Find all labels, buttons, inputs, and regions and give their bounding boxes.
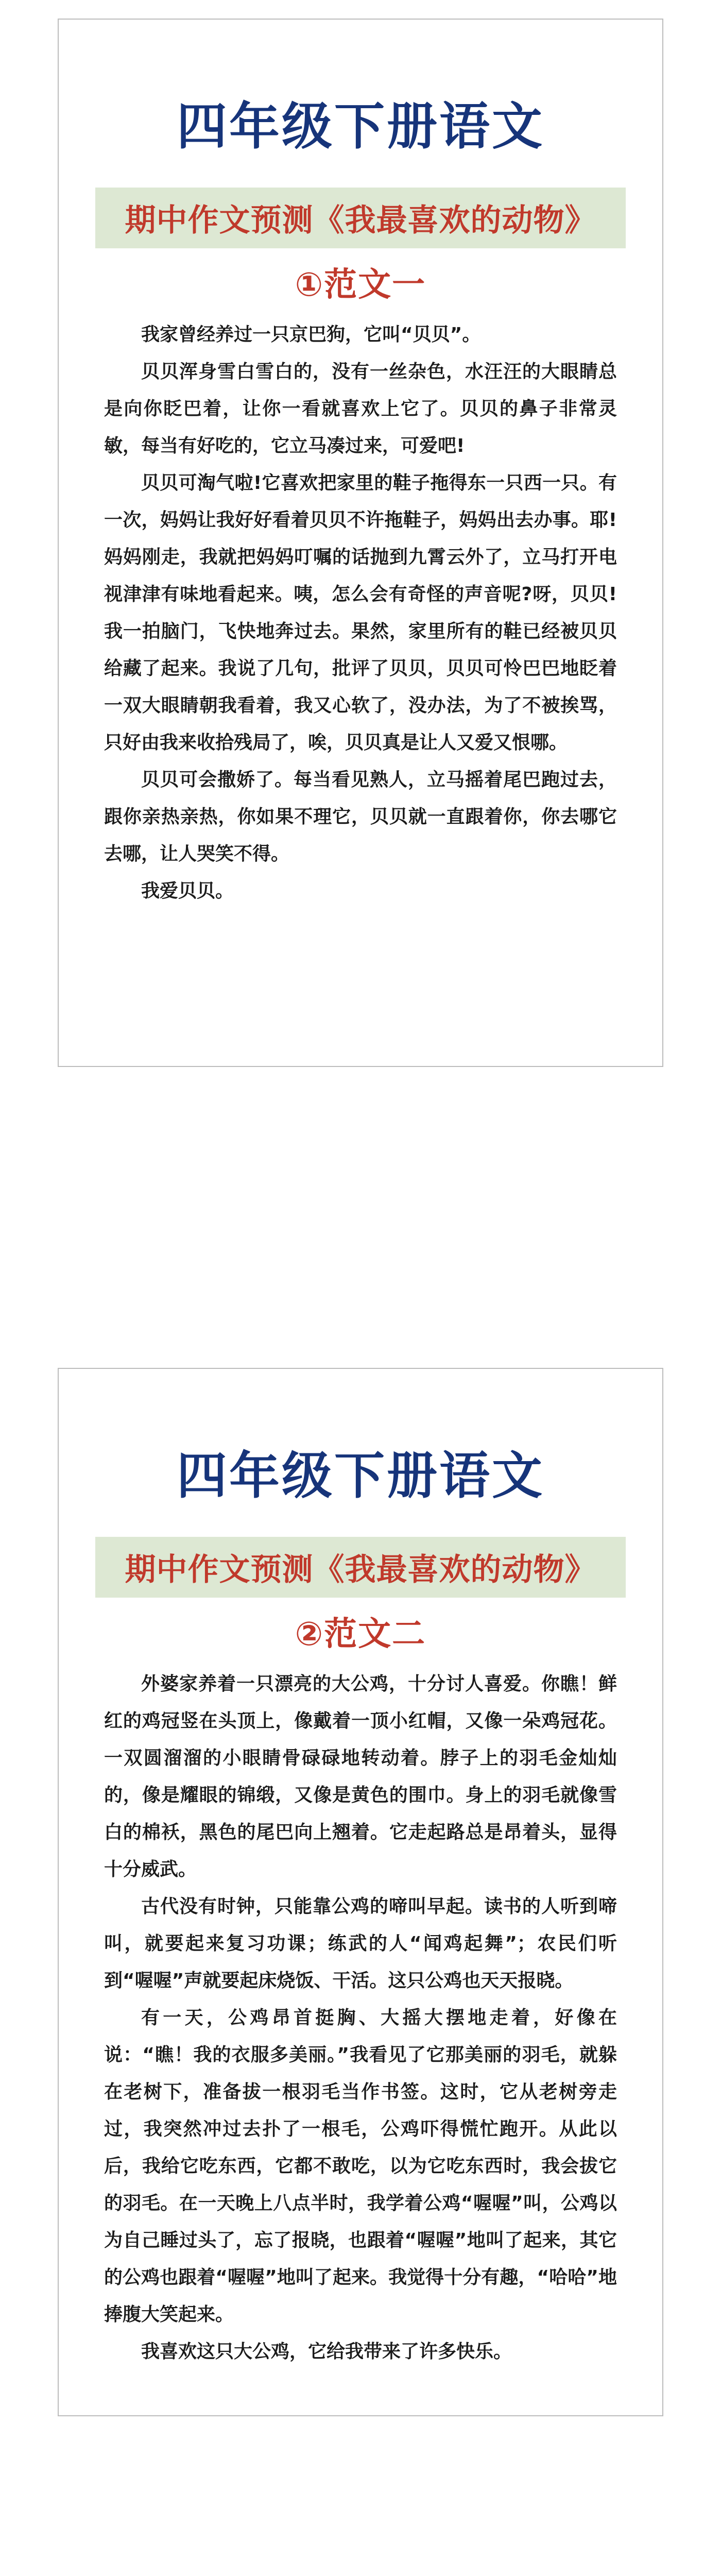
paragraph: 外婆家养着一只漂亮的大公鸡，十分讨人喜爱。你瞧！鲜红的鸡冠竖在头顶上，像戴着一顶小红帽，又像一朵鸡冠花。一双圆溜溜的小眼睛骨碌碌地转动着。脖子上的羽毛金灿灿的，像是耀眼的锦缎，又像是黄色的围巾。身上的羽毛就像雪白的棉袄，黑色的尾巴向上翘着。它走起路总是昂着头，显得十分威武。 bbox=[104, 1673, 617, 1880]
essay-body bbox=[104, 316, 617, 910]
paragraph: 贝贝可淘气啦!它喜欢把家里的鞋子拖得东一只西一只。有一次，妈妈让我好好看着贝贝不许拖鞋子，妈妈出去办事。耶!妈妈刚走，我就把妈妈叮嘱的话抛到九霄云外了，立马打开电视津津有味地看起来。咦，怎么会有奇怪的声音呢?呀，贝贝!我一拍脑门，飞快地奔过去。果然，家里所有的鞋已经被贝贝给藏了起来。我说了几句，批评了贝贝，贝贝可怜巴巴地眨着一双大眼睛朝我看着，我又心软了，没办法，为了不被挨骂，只好由我来收拾残局了，唉，贝贝真是让人又爱又恨哪。 bbox=[104, 472, 617, 753]
paragraph: 我家曾经养过一只京巴狗，它叫“贝贝”。 bbox=[141, 324, 481, 345]
paragraph: 贝贝浑身雪白雪白的，没有一丝杂色，水汪汪的大眼睛总是向你眨巴着，让你一看就喜欢上它了。贝贝的鼻子非常灵敏，每当有好吃的，它立马凑过来，可爱吧! bbox=[104, 361, 617, 456]
section-heading: ①范文一 bbox=[295, 266, 426, 304]
paragraph: 我爱贝贝。 bbox=[141, 880, 234, 902]
card-title: 四年级下册语文 bbox=[176, 1447, 544, 1505]
essay-card-1 bbox=[58, 19, 663, 1067]
paragraph: 贝贝可会撒娇了。每当看见熟人，立马摇着尾巴跑过去，跟你亲热亲热，你如果不理它，贝贝就一直跟着你，你去哪它去哪，让人哭笑不得。 bbox=[104, 769, 617, 865]
paragraph: 古代没有时钟，只能靠公鸡的啼叫早起。读书的人听到啼叫，就要起来复习功课；练武的人“闻鸡起舞”；农民们听到“喔喔”声就要起床烧饭、干活。这只公鸡也天天报晓。 bbox=[104, 1896, 617, 1991]
paragraph: 我喜欢这只大公鸡，它给我带来了许多快乐。 bbox=[141, 2341, 512, 2362]
essay-card-2 bbox=[58, 1368, 663, 2416]
topic-banner: 期中作文预测《我最喜欢的动物》 bbox=[95, 188, 626, 248]
topic-banner: 期中作文预测《我最喜欢的动物》 bbox=[95, 1537, 626, 1598]
paragraph: 有一天，公鸡昂首挺胸、大摇大摆地走着，好像在说：“瞧！我的衣服多美丽。”我看见了它那美丽的羽毛，就躲在老树下，准备拔一根羽毛当作书签。这时，它从老树旁走过，我突然冲过去扑了一根毛，公鸡吓得慌忙跑开。从此以后，我给它吃东西，它都不敢吃，以为它吃东西时，我会拔它的羽毛。在一天晚上八点半时，我学着公鸡“喔喔”叫，公鸡以为自己睡过头了，忘了报晓，也跟着“喔喔”地叫了起来，其它的公鸡也跟着“喔喔”地叫了起来。我觉得十分有趣，“哈哈”地捧腹大笑起来。 bbox=[104, 2007, 617, 2325]
essay-body bbox=[104, 1666, 617, 2370]
card-title: 四年级下册语文 bbox=[176, 97, 544, 156]
section-heading: ②范文二 bbox=[295, 1615, 426, 1653]
